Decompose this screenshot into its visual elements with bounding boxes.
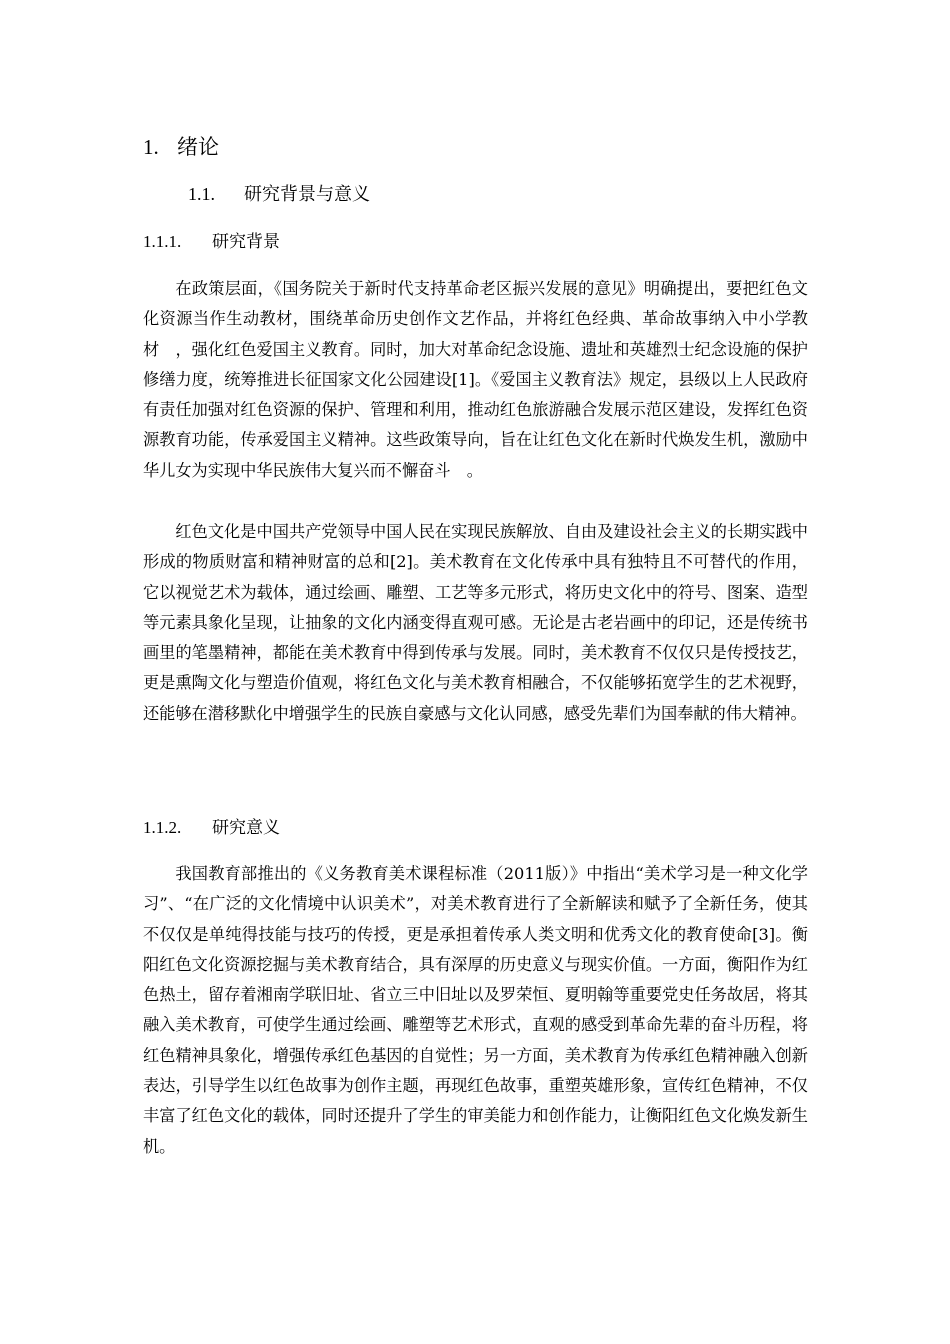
section-number: 1.1. — [188, 184, 215, 204]
subsection-number: 1.1.1. — [143, 232, 182, 251]
chapter-title: 绪论 — [177, 135, 219, 159]
chapter-heading — [143, 132, 219, 162]
paragraph-red-culture: 红色文化是中国共产党领导中国人民在实现民族解放、自由及建设社会主义的长期实践中形成的物质财富和精神财富的总和[2]。美术教育在文化传承中具有独特且不可替代的作用，它以视觉艺术为载体，通过绘画、雕塑、工艺等多元形式，将历史文化中的符号、图案、造型等元素具象化呈现，让抽象的文化内涵变得直观可感。无论是古老岩画中的印记，还是传统书画里的笔墨精神，都能在美术教育中得到传承与发展。同时，美术教育不仅仅只是传授技艺，更是熏陶文化与塑造价值观，将红色文化与美术教育相融合，不仅能够拓宽学生的艺术视野，还能够在潜移默化中增强学生的民族自豪感与文化认同感，感受先辈们为国奉献的伟大精神。 — [143, 522, 808, 723]
subsection-title: 研究意义 — [212, 818, 280, 838]
paragraph-significance: 我国教育部推出的《义务教育美术课程标准（2011版）》中指出“美术学习是一种文化学习”、“在广泛的文化情境中认识美术”，对美术教育进行了全新解读和赋予了全新任务，使其不仅仅是单纯得技能与技巧的传授，更是承担着传承人类文明和优秀文化的教育使命[3]。衡阳红色文化资源挖掘与美术教育结合，具有深厚的历史意义与现实价值。一方面，衡阳作为红色热土，留存着湘南学联旧址、省立三中旧址以及罗荣恒、夏明翰等重要党史任务故居，将其融入美术教育，可使学生通过绘画、雕塑等艺术形式，直观的感受到革命先辈的奋斗历程，将红色精神具象化，增强传承红色基因的自觉性；另一方面，美术教育为传承红色精神融入创新表达，引导学生以红色故事为创作主题，再现红色故事，重塑英雄形象，宣传红色精神，不仅丰富了红色文化的载体，同时还提升了学生的审美能力和创作能力，让衡阳红色文化焕发新生机。 — [143, 864, 808, 1156]
section-title: 研究背景与意义 — [244, 184, 370, 205]
subsection-title: 研究背景 — [212, 232, 280, 252]
section-heading — [188, 180, 370, 209]
paragraph-policy: 在政策层面，《国务院关于新时代支持革命老区振兴发展的意见》明确提出，要把红色文化资源当作生动教材，围绕革命历史创作文艺作品，并将红色经典、革命故事纳入中小学教材 ，强化红色爱国主义教育。同时，加大对革命纪念设施、遗址和英雄烈士纪念设施的保护修缮力度，统筹推进长征国家文化公园建设[1]。《爱国主义教育法》规定，县级以上人民政府有责任加强对红色资源的保护、管理和利用，推动红色旅游融合发展示范区建设，发挥红色资源教育功能，传承爱国主义精神。这些政策导向，旨在让红色文化在新时代焕发生机，激励中华儿女为实现中华民族伟大复兴而不懈奋斗 。 — [143, 279, 808, 480]
chapter-number: 1. — [143, 135, 159, 159]
subsection-number: 1.1.2. — [143, 818, 182, 837]
subsection-heading-significance — [143, 815, 280, 841]
subsection-heading-background — [143, 229, 280, 255]
